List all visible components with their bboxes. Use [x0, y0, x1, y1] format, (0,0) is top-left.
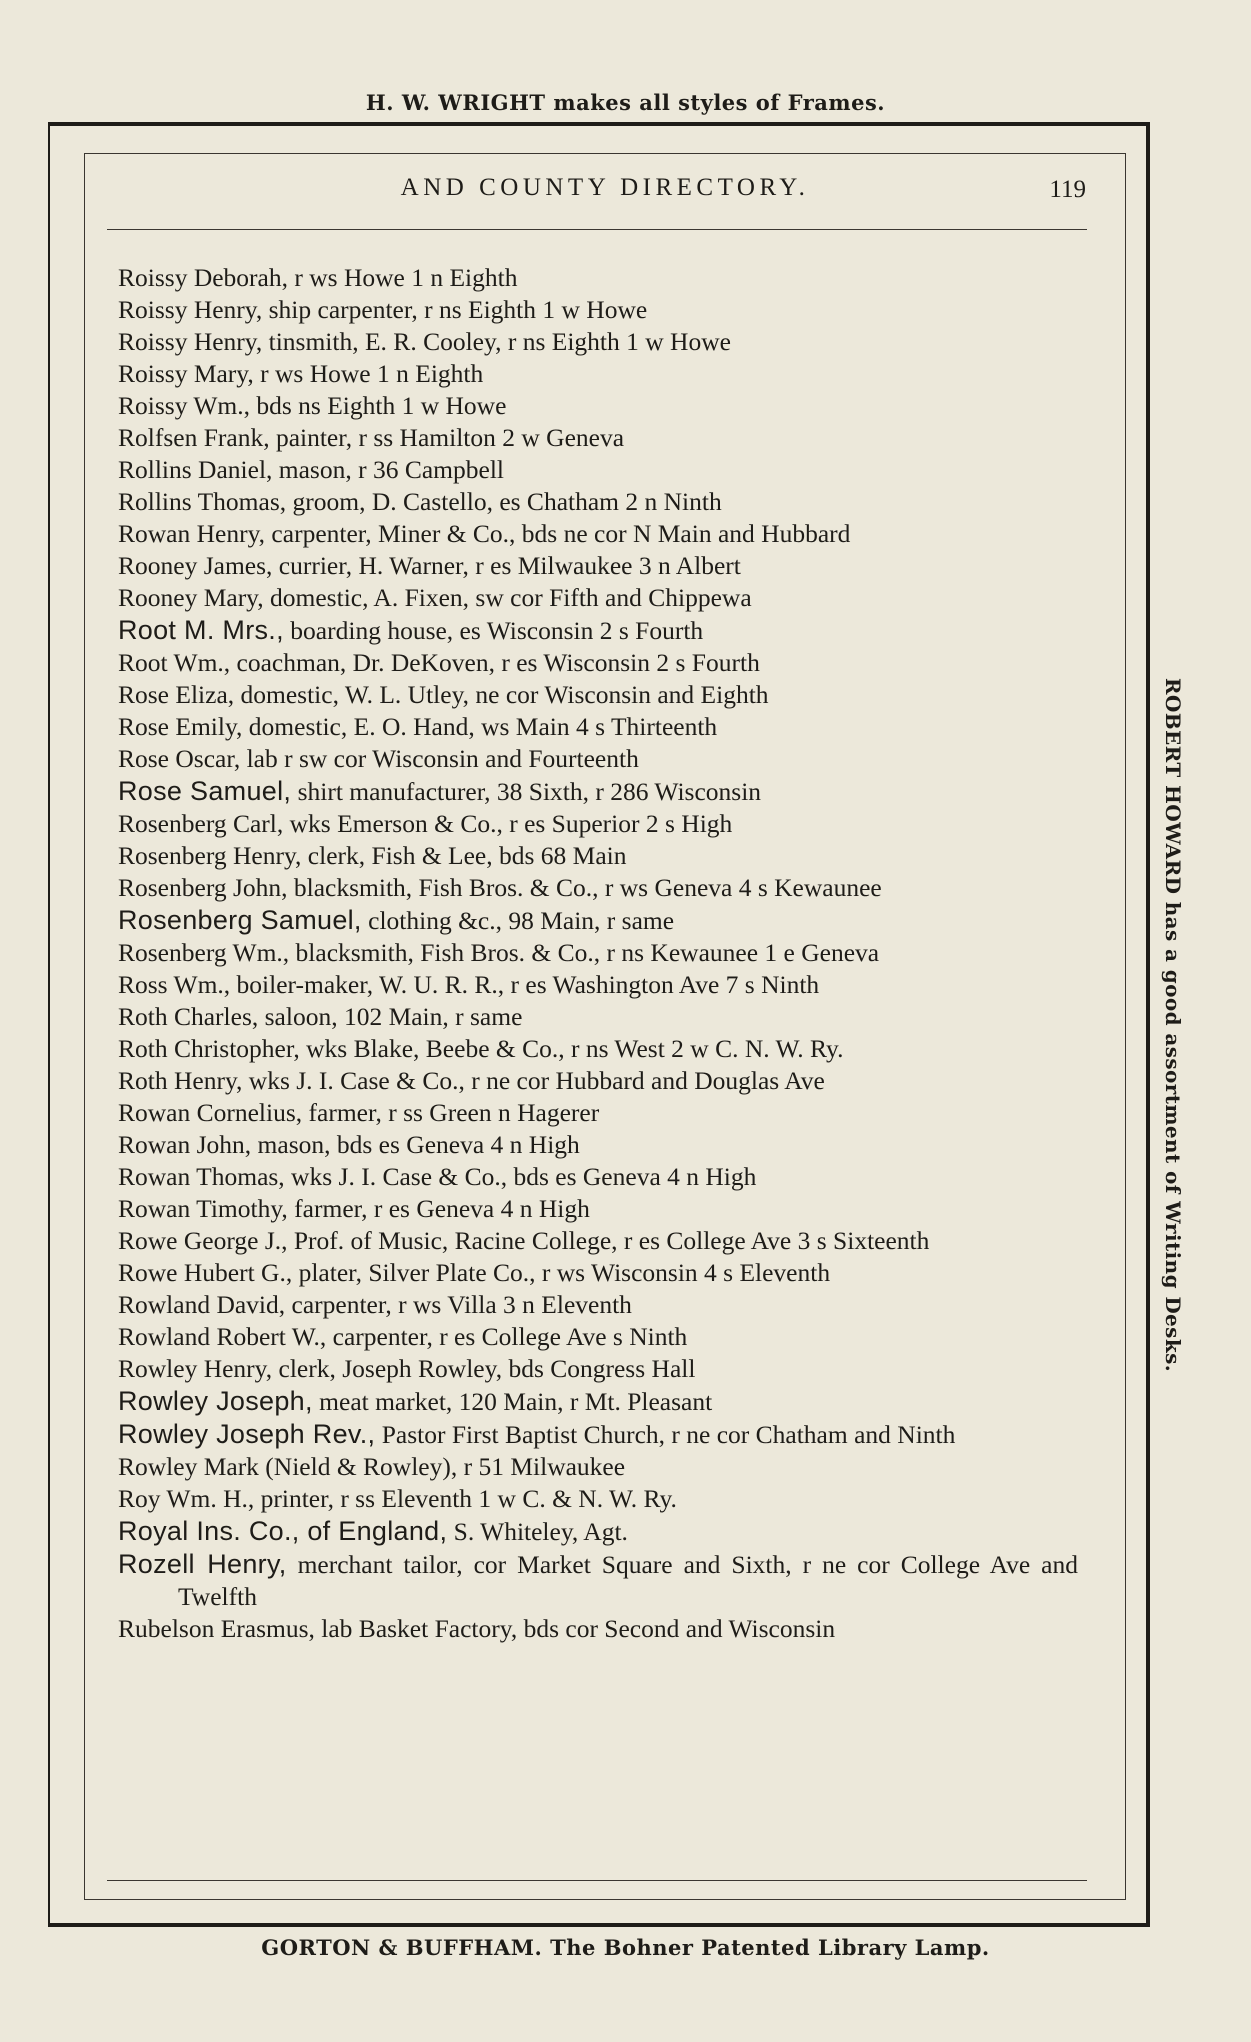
directory-entry [118, 1129, 1078, 1161]
directory-entry-list [118, 262, 1078, 1645]
entry-text: Roissy Henry, ship carpenter, r ns Eighth 1 w Howe [118, 295, 648, 324]
directory-entry [118, 1001, 1078, 1033]
entry-text: merchant tailor, cor Market Square and Sixth, r ne cor College Ave and Twelfth [178, 1550, 1078, 1611]
entry-text: Rolfsen Frank, painter, r ss Hamilton 2 w Geneva [118, 423, 625, 452]
entry-text: Root Wm., coachman, Dr. DeKoven, r es Wisconsin 2 s Fourth [118, 648, 760, 677]
entry-text: Rowe George J., Prof. of Music, Racine College, r es College Ave 3 s Sixteenth [118, 1226, 930, 1255]
entry-text: Rowan Thomas, wks J. I. Case & Co., bds es Geneva 4 n High [118, 1162, 757, 1191]
directory-entry [118, 1353, 1078, 1385]
entry-text: Rosenberg Henry, clerk, Fish & Lee, bds 68 Main [118, 841, 627, 870]
entry-text: Roth Charles, saloon, 102 Main, r same [118, 1002, 523, 1031]
directory-entry [118, 711, 1078, 743]
directory-entry [118, 326, 1078, 358]
directory-entry [118, 486, 1078, 518]
entry-text: Rowe Hubert G., plater, Silver Plate Co., r ws Wisconsin 4 s Eleventh [118, 1258, 831, 1287]
entry-text: Rose Oscar, lab r sw cor Wisconsin and Fourteenth [118, 744, 639, 773]
top-advertisement-banner: H. W. WRIGHT makes all styles of Frames. [365, 90, 886, 115]
entry-text: Roy Wm. H., printer, r ss Eleventh 1 w C. & N. W. Ry. [118, 1484, 677, 1513]
entry-text: Rowland David, carpenter, r ws Villa 3 n Eleventh [118, 1290, 632, 1319]
directory-entry [118, 422, 1078, 454]
entry-text: Roth Christopher, wks Blake, Beebe & Co., r ns West 2 w C. N. W. Ry. [118, 1034, 844, 1063]
directory-entry [118, 1515, 1078, 1548]
entry-text: Roissy Deborah, r ws Howe 1 n Eighth [118, 263, 518, 292]
directory-entry [118, 1289, 1078, 1321]
entry-text: Rose Emily, domestic, E. O. Hand, ws Main 4 s Thirteenth [118, 712, 718, 741]
directory-entry [118, 550, 1078, 582]
entry-text: Rose Eliza, domestic, W. L. Utley, ne cor Wisconsin and Eighth [118, 680, 769, 709]
directory-entry [118, 904, 1078, 937]
entry-text: Roissy Henry, tinsmith, E. R. Cooley, r ns Eighth 1 w Howe [118, 327, 731, 356]
directory-entry [118, 294, 1078, 326]
entry-text: Rowley Mark (Nield & Rowley), r 51 Milwaukee [118, 1452, 626, 1481]
directory-entry [118, 1321, 1078, 1353]
entry-text: Roissy Mary, r ws Howe 1 n Eighth [118, 359, 484, 388]
entry-text: Rowland Robert W., carpenter, r es College Ave s Ninth [118, 1322, 688, 1351]
entry-text: Rowan John, mason, bds es Geneva 4 n High [118, 1130, 580, 1159]
directory-entry [118, 969, 1078, 1001]
entry-text: Pastor First Baptist Church, r ne cor Chatham and Ninth [375, 1420, 956, 1449]
directory-entry [118, 1483, 1078, 1515]
page-number: 119 [1049, 176, 1086, 203]
header-rule [107, 229, 1087, 230]
entry-bold-name: Rosenberg Samuel, [118, 905, 362, 935]
entry-text: meat market, 120 Main, r Mt. Pleasant [312, 1387, 713, 1416]
entry-text: Rowan Cornelius, farmer, r ss Green n Hagerer [118, 1098, 600, 1127]
directory-entry [118, 358, 1078, 390]
directory-entry [118, 1548, 1078, 1613]
directory-entry [118, 647, 1078, 679]
entry-text: Rubelson Erasmus, lab Basket Factory, bds cor Second and Wisconsin [118, 1614, 836, 1643]
running-title: AND COUNTY DIRECTORY. [400, 174, 810, 201]
directory-entry [118, 454, 1078, 486]
entry-text: Rooney James, currier, H. Warner, r es Milwaukee 3 n Albert [118, 551, 741, 580]
bottom-advertisement-banner: GORTON & BUFFHAM. The Bohner Patented Library Lamp. [261, 1935, 990, 1960]
entry-text: Rosenberg Carl, wks Emerson & Co., r es Superior 2 s High [118, 809, 733, 838]
directory-entry [118, 1451, 1078, 1483]
entry-text: Rollins Thomas, groom, D. Castello, es Chatham 2 n Ninth [118, 487, 722, 516]
entry-text: clothing &c., 98 Main, r same [361, 906, 675, 935]
entry-text: Roissy Wm., bds ns Eighth 1 w Howe [118, 391, 507, 420]
directory-entry [118, 840, 1078, 872]
entry-text: Rooney Mary, domestic, A. Fixen, sw cor Fifth and Chippewa [118, 583, 752, 612]
entry-bold-name: Rozell Henry, [118, 1549, 287, 1579]
directory-entry [118, 582, 1078, 614]
footer-rule [107, 1880, 1087, 1881]
directory-entry [118, 1193, 1078, 1225]
entry-bold-name: Root M. Mrs., [118, 615, 284, 645]
entry-text: Rosenberg Wm., blacksmith, Fish Bros. & Co., r ns Kewaunee 1 e Geneva [118, 938, 880, 967]
directory-entry [118, 1418, 1078, 1451]
entry-text: boarding house, es Wisconsin 2 s Fourth [283, 616, 704, 645]
directory-entry [118, 518, 1078, 550]
entry-text: shirt manufacturer, 38 Sixth, r 286 Wisconsin [291, 777, 762, 806]
entry-text: S. Whiteley, Agt. [447, 1517, 628, 1546]
directory-entry [118, 390, 1078, 422]
directory-entry [118, 1613, 1078, 1645]
directory-entry [118, 1033, 1078, 1065]
running-head [84, 174, 1126, 208]
directory-entry [118, 808, 1078, 840]
entry-bold-name: Rowley Joseph, [118, 1386, 313, 1416]
directory-entry [118, 679, 1078, 711]
entry-text: Rollins Daniel, mason, r 36 Campbell [118, 455, 504, 484]
directory-entry [118, 1225, 1078, 1257]
directory-entry [118, 1257, 1078, 1289]
entry-text: Ross Wm., boiler-maker, W. U. R. R., r es Washington Ave 7 s Ninth [118, 970, 820, 999]
entry-text: Roth Henry, wks J. I. Case & Co., r ne cor Hubbard and Douglas Ave [118, 1066, 825, 1095]
directory-entry [118, 1065, 1078, 1097]
entry-text: Rowan Timothy, farmer, r es Geneva 4 n High [118, 1194, 590, 1223]
entry-bold-name: Royal Ins. Co., of England, [118, 1516, 448, 1546]
entry-text: Rosenberg John, blacksmith, Fish Bros. & Co., r ws Geneva 4 s Kewaunee [118, 873, 882, 902]
directory-entry [118, 262, 1078, 294]
entry-text: Rowley Henry, clerk, Joseph Rowley, bds Congress Hall [118, 1354, 696, 1383]
entry-bold-name: Rose Samuel, [118, 776, 292, 806]
directory-entry [118, 1385, 1078, 1418]
entry-text: Rowan Henry, carpenter, Miner & Co., bds ne cor N Main and Hubbard [118, 519, 851, 548]
directory-entry [118, 1161, 1078, 1193]
directory-entry [118, 937, 1078, 969]
side-advertisement-text: ROBERT HOWARD has a good assortment of Writing Desks. [1161, 677, 1185, 1373]
directory-entry [118, 1097, 1078, 1129]
directory-entry [118, 614, 1078, 647]
directory-entry [118, 872, 1078, 904]
entry-bold-name: Rowley Joseph Rev., [118, 1419, 376, 1449]
directory-entry [118, 743, 1078, 775]
directory-entry [118, 775, 1078, 808]
